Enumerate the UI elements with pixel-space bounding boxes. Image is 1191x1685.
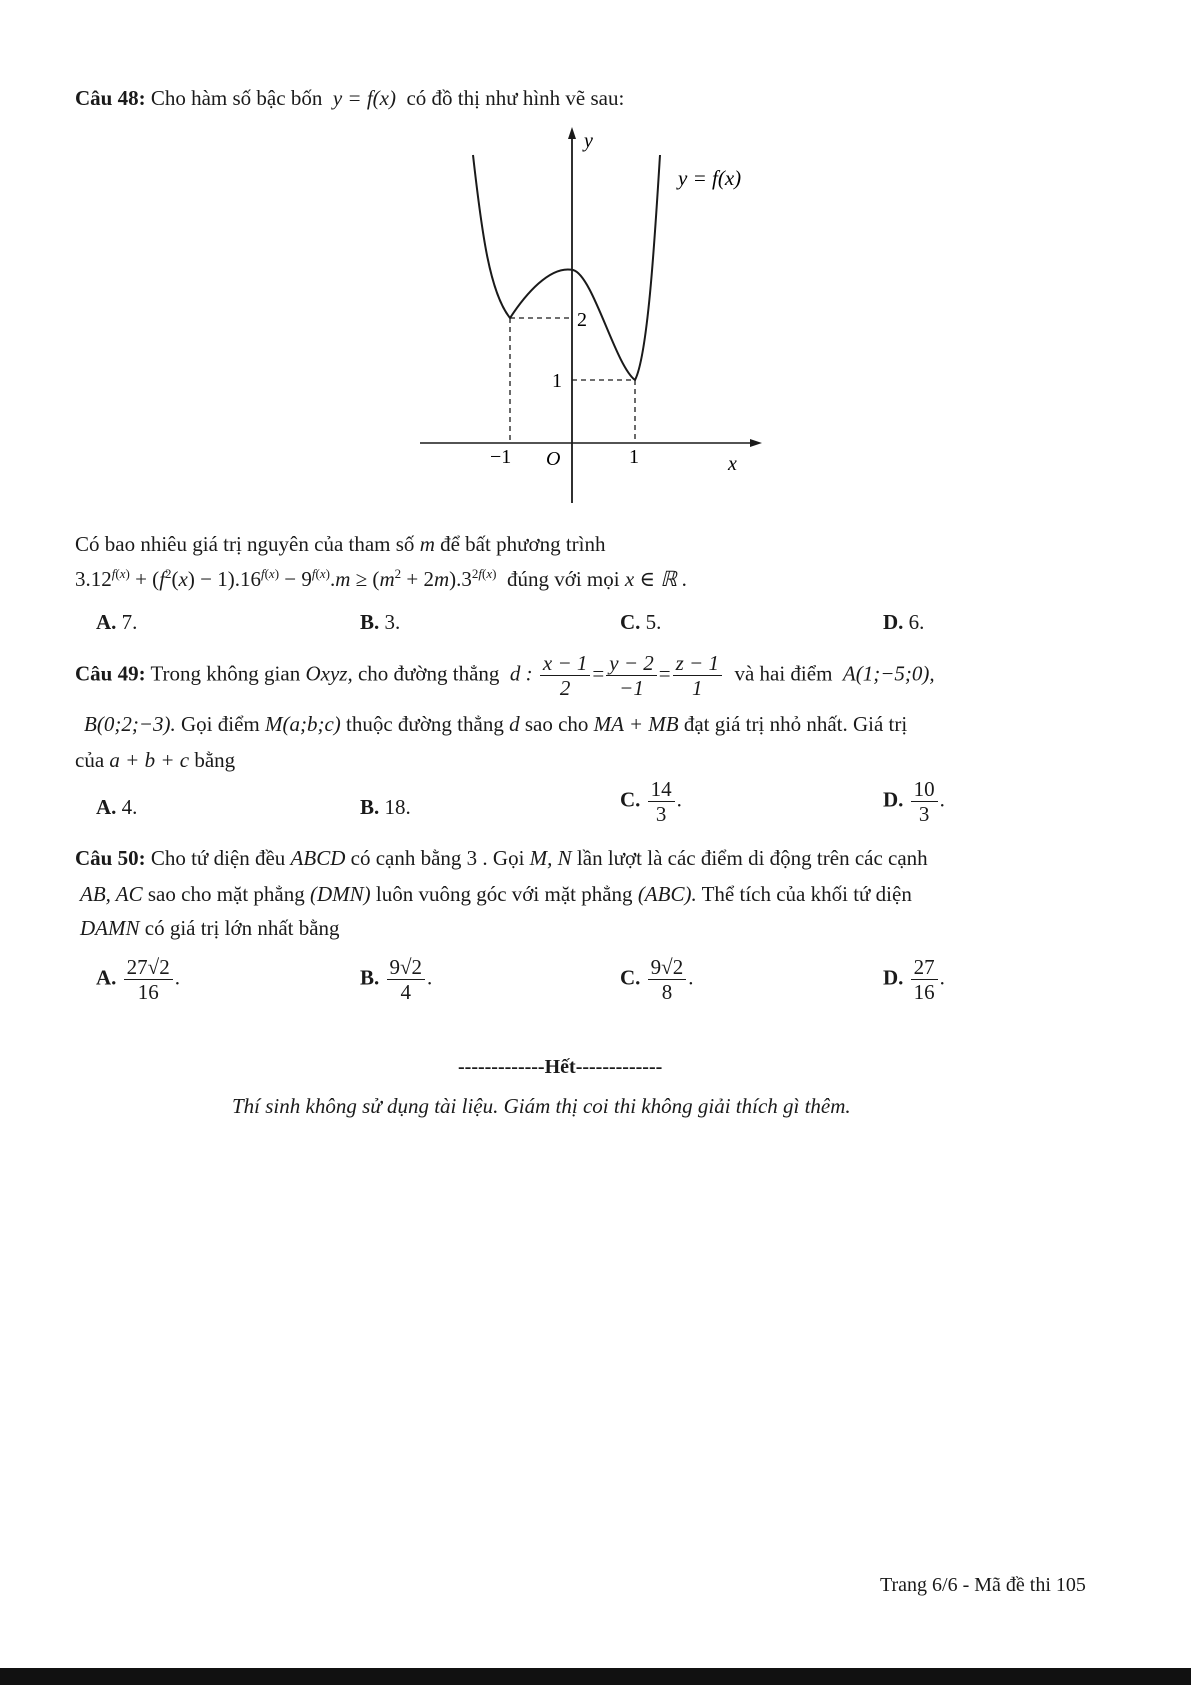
q48-option-d[interactable]: D. 6. bbox=[883, 610, 925, 634]
line-d-frac-y: $\frac{y - 2}{-1}$ bbox=[606, 652, 657, 699]
q49-option-b[interactable]: B. 18. bbox=[360, 795, 411, 819]
q49-stem-line3: của a + b + c bằng bbox=[75, 748, 236, 772]
y-axis-label: y bbox=[584, 130, 593, 152]
quartic-curve bbox=[473, 155, 660, 380]
q50-stem-line2: AB, AC sao cho mặt phẳng (DMN) luôn vuông góc với mặt phẳng (ABC). Thể tích của khối tứ diện bbox=[80, 882, 912, 906]
q49-stem-line1: Câu 49: Trong không gian Oxyz, cho đường thẳng d : $\frac{x - 1}{2}$ = $\frac{y - 2}{-1}$ = $\frac{z - 1}{1}$ và hai điểm A(1;−5;0), bbox=[75, 651, 935, 701]
q48-option-a[interactable]: A. 7. bbox=[96, 610, 138, 634]
scan-edge bbox=[0, 1668, 1191, 1685]
q48-graph bbox=[410, 125, 780, 510]
curve-label: y = f(x) bbox=[678, 166, 742, 190]
q50-stem-line3: DAMN có giá trị lớn nhất bằng bbox=[80, 916, 340, 940]
q48-text-end: có đồ thị như hình vẽ sau: bbox=[406, 86, 625, 110]
q48-option-c[interactable]: C. 5. bbox=[620, 610, 662, 634]
q49-label: Câu 49: bbox=[75, 661, 146, 686]
q48-question: Có bao nhiêu giá trị nguyên của tham số m để bất phương trình bbox=[75, 532, 606, 556]
point-b: B(0;2;−3). bbox=[84, 712, 176, 736]
q49-option-a[interactable]: A. 4. bbox=[96, 795, 138, 819]
y-tick-1: 1 bbox=[552, 370, 562, 392]
x-tick-neg1: −1 bbox=[490, 446, 512, 468]
q49-stem-line2: B(0;2;−3). Gọi điểm M(a;b;c) thuộc đường thẳng d sao cho MA + MB đạt giá trị nhỏ nhất. Giá trị bbox=[84, 712, 908, 736]
line-d-frac-z: $\frac{z - 1}{1}$ bbox=[673, 652, 722, 699]
q48-inequality: $3.12^{f(x)} + (f^2(x) - 1).16^{f(x)} - 9^{f(x)}.m \ge (m^2 + 2m).3^{2f(x)}$ đúng với mọi x ∈ ℝ . bbox=[75, 566, 688, 591]
x-tick-1: 1 bbox=[629, 446, 639, 468]
q50-option-a[interactable]: A. $\frac{27√2}{16}$ . bbox=[96, 955, 180, 1005]
q48-option-b[interactable]: B. 3. bbox=[360, 610, 401, 634]
x-axis-arrow bbox=[750, 439, 762, 447]
y-tick-2: 2 bbox=[577, 309, 587, 331]
page-footer: Trang 6/6 - Mã đề thi 105 bbox=[880, 1574, 1086, 1596]
point-a: A(1;−5;0), bbox=[842, 661, 935, 686]
q49-option-c[interactable]: C. $\frac{14}{3}$ . bbox=[620, 777, 682, 827]
q50-option-d[interactable]: D. $\frac{27}{16}$ . bbox=[883, 955, 945, 1005]
line-d-frac-x: $\frac{x - 1}{2}$ bbox=[540, 652, 591, 699]
origin-label: O bbox=[546, 448, 561, 470]
q48-text: Cho hàm số bậc bốn bbox=[150, 86, 323, 110]
inequality-formula: $3.12^{f(x)} + (f^2(x) - 1).16^{f(x)} - 9^{f(x)}.m \ge (m^2 + 2m).3^{2f(x)}$ bbox=[75, 566, 497, 591]
q48-stem bbox=[75, 86, 624, 111]
q48-func: y = f(x) bbox=[332, 86, 396, 110]
q50-option-b[interactable]: B. $\frac{9√2}{4}$ . bbox=[360, 955, 433, 1005]
q50-stem-line1: Câu 50: Cho tứ diện đều ABCD có cạnh bằng 3 . Gọi M, N lần lượt là các điểm di động trên các cạnh bbox=[75, 846, 928, 870]
y-axis-arrow bbox=[568, 127, 576, 139]
exam-note: Thí sinh không sử dụng tài liệu. Giám thị coi thi không giải thích gì thêm. bbox=[232, 1094, 851, 1118]
q49-option-d[interactable]: D. $\frac{10}{3}$ . bbox=[883, 777, 945, 827]
q50-label: Câu 50: bbox=[75, 846, 146, 870]
q48-label: Câu 48: bbox=[75, 86, 146, 110]
x-axis-label: x bbox=[728, 453, 737, 475]
point-m: M(a;b;c) bbox=[264, 712, 341, 736]
q50-option-c[interactable]: C. $\frac{9√2}{8}$ . bbox=[620, 955, 694, 1005]
end-mark: -------------Hết------------- bbox=[458, 1056, 663, 1078]
